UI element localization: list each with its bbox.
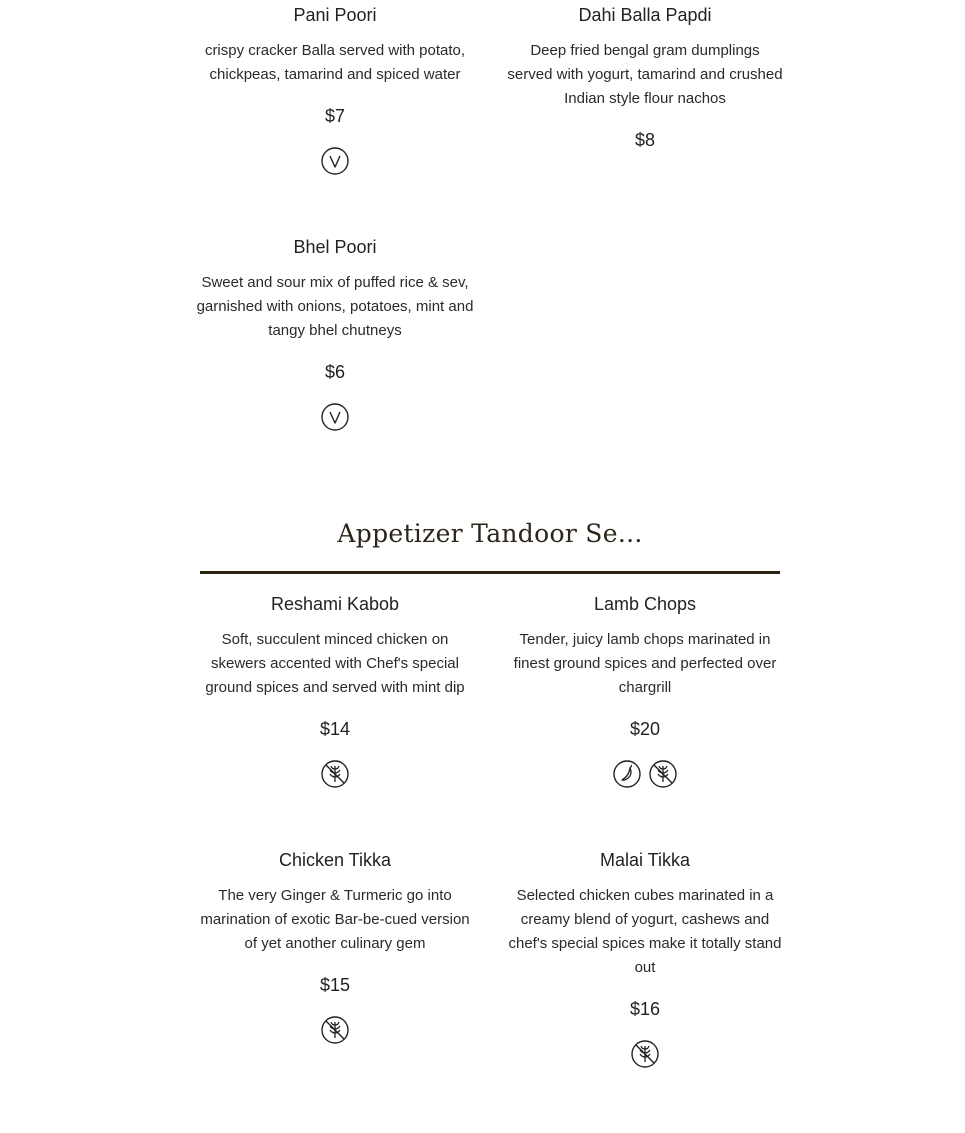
item-description: Selected chicken cubes marinated in a creamy blend of yogurt, cashews and chef's special spices make it totally stand out: [508, 887, 782, 976]
item-description: Tender, juicy lamb chops marinated in finest ground spices and perfected over chargrill: [513, 631, 777, 696]
menu-item: [190, 849, 480, 1046]
gluten-free-icon: [631, 1040, 659, 1068]
menu-item: [500, 4, 790, 151]
item-name: Lamb Chops: [593, 594, 697, 614]
item-price: $15: [319, 975, 351, 995]
menu-item: [500, 593, 790, 790]
item-description: Deep fried bengal gram dumplings served with yogurt, tamarind and crushed Indian style flour nachos: [507, 42, 783, 107]
item-name: Dahi Balla Papdi: [578, 5, 712, 25]
item-badges: [190, 147, 480, 177]
item-badges: [500, 1040, 790, 1070]
gluten-free-icon: [321, 760, 349, 788]
menu-item: [190, 593, 480, 790]
item-price: $16: [629, 999, 661, 1019]
menu-item: [190, 236, 480, 433]
vegetarian-icon: [321, 403, 349, 431]
item-description: Soft, succulent minced chicken on skewers accented with Chef's special ground spices and served with mint dip: [205, 631, 465, 696]
menu-item: [500, 849, 790, 1070]
item-price: $8: [634, 130, 656, 150]
item-description: Sweet and sour mix of puffed rice & sev, garnished with onions, potatoes, mint and tangy bhel chutneys: [196, 274, 474, 339]
item-name: Bhel Poori: [293, 237, 377, 257]
item-name: Pani Poori: [293, 5, 377, 25]
item-price: $7: [324, 106, 346, 126]
item-name: Malai Tikka: [599, 850, 691, 870]
menu-item: [190, 4, 480, 177]
item-price: $14: [319, 719, 351, 739]
item-description: crispy cracker Balla served with potato, chickpeas, tamarind and spiced water: [204, 42, 466, 83]
item-price: $6: [324, 362, 346, 382]
section-title: Appetizer Tandoor Se...: [337, 519, 643, 548]
item-description: The very Ginger & Turmeric go into marination of exotic Bar-be-cued version of yet another culinary gem: [200, 887, 470, 952]
item-price: $20: [629, 719, 661, 739]
section-divider: [200, 571, 780, 574]
item-badges: [190, 403, 480, 433]
item-badges: [500, 760, 790, 790]
item-badges: [190, 760, 480, 790]
spicy-chili-icon: [613, 760, 641, 788]
item-name: Reshami Kabob: [270, 594, 400, 614]
gluten-free-icon: [649, 760, 677, 788]
gluten-free-icon: [321, 1016, 349, 1044]
vegetarian-icon: [321, 147, 349, 175]
item-name: Chicken Tikka: [278, 850, 392, 870]
item-badges: [190, 1016, 480, 1046]
